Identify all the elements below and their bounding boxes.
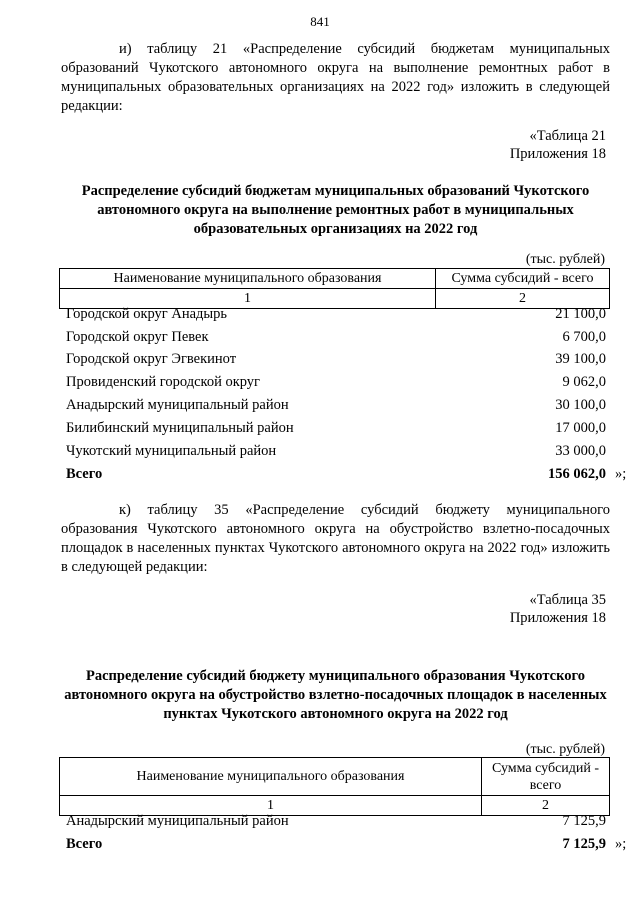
section-i-closing: »; xyxy=(615,466,627,482)
row-value: 7 125,9 xyxy=(562,813,606,829)
col-number-1: 1 xyxy=(60,289,436,309)
section-i-table-ref-1: «Таблица 21 xyxy=(529,128,606,144)
section-k-title: Распределение субсидий бюджету муниципального образования Чукотского автономного округа на обустройство взлетно-посадочных площадок в населенных пунктах Чукотского автономного округа на 2022 год xyxy=(64,668,607,722)
row-name: Анадырский муниципальный район xyxy=(66,813,289,829)
header-sum-line-2: всего xyxy=(529,777,562,793)
table-row xyxy=(66,442,606,462)
table-row xyxy=(66,328,606,348)
section-i-title: Распределение субсидий бюджетам муниципальных образований Чукотского автономного округа на выполнение ремонтных работ в муниципальных образовательных организациях на 2022 год xyxy=(81,183,590,237)
table-row xyxy=(66,812,606,832)
row-value: 39 100,0 xyxy=(555,351,606,367)
col-number-2: 2 xyxy=(436,289,610,309)
section-k-table-ref-1: «Таблица 35 xyxy=(529,592,606,608)
total-label: Всего xyxy=(66,466,103,482)
row-name: Городской округ Анадырь xyxy=(66,306,228,322)
header-name: Наименование муниципального образования xyxy=(60,758,482,796)
table-row xyxy=(66,305,606,325)
row-value: 6 700,0 xyxy=(562,329,606,345)
total-value: 7 125,9 xyxy=(562,836,606,852)
table-row xyxy=(66,396,606,416)
section-k-lead: к) таблицу 35 «Распределение субсидий бюджету муниципального образования Чукотского автономного округа на обустройство взлетно-посадочных площадок в населенных пунктах Чукотского автономного округа на 2022 год» изложить в следующей редакции: xyxy=(61,502,610,575)
table-row xyxy=(66,419,606,439)
header-name: Наименование муниципального образования xyxy=(60,269,436,289)
section-i-lead: и) таблицу 21 «Распределение субсидий бюджетам муниципальных образований Чукотского автономного округа на выполнение ремонтных работ в муниципальных образовательных организациях на 2022 год» изложить в следующей редакции: xyxy=(61,41,610,114)
header-sum-line-1: Сумма субсидий - xyxy=(491,760,600,776)
table-row xyxy=(66,350,606,370)
section-k-units: (тыс. рублей) xyxy=(525,742,605,757)
table-row xyxy=(66,373,606,393)
row-name: Городской округ Певек xyxy=(66,329,209,345)
total-label: Всего xyxy=(66,836,103,852)
section-i-table-ref-2: Приложения 18 xyxy=(509,146,606,162)
total-row xyxy=(66,465,606,485)
row-name: Анадырский муниципальный район xyxy=(66,397,289,413)
header-sum xyxy=(482,758,610,796)
row-name: Городской округ Эгвекинот xyxy=(66,351,237,367)
page-number: 841 xyxy=(310,14,330,29)
row-name: Билибинский муниципальный район xyxy=(66,420,294,436)
section-i-header-table xyxy=(59,268,610,309)
section-k-closing: »; xyxy=(615,836,627,852)
col-number-2: 2 xyxy=(482,796,610,816)
section-i-units: (тыс. рублей) xyxy=(525,252,605,267)
section-k-header-table xyxy=(59,757,610,816)
row-name: Провиденский городской округ xyxy=(66,374,261,390)
total-value: 156 062,0 xyxy=(548,466,606,482)
section-i-paragraph xyxy=(61,40,610,116)
row-value: 17 000,0 xyxy=(555,420,606,436)
col-number-1: 1 xyxy=(60,796,482,816)
row-value: 9 062,0 xyxy=(562,374,606,390)
row-value: 33 000,0 xyxy=(555,443,606,459)
section-k-paragraph xyxy=(61,501,610,577)
section-k-table-ref-2: Приложения 18 xyxy=(509,610,606,626)
row-value: 21 100,0 xyxy=(555,306,606,322)
header-sum: Сумма субсидий - всего xyxy=(436,269,610,289)
total-row xyxy=(66,835,606,855)
row-name: Чукотский муниципальный район xyxy=(66,443,277,459)
row-value: 30 100,0 xyxy=(555,397,606,413)
